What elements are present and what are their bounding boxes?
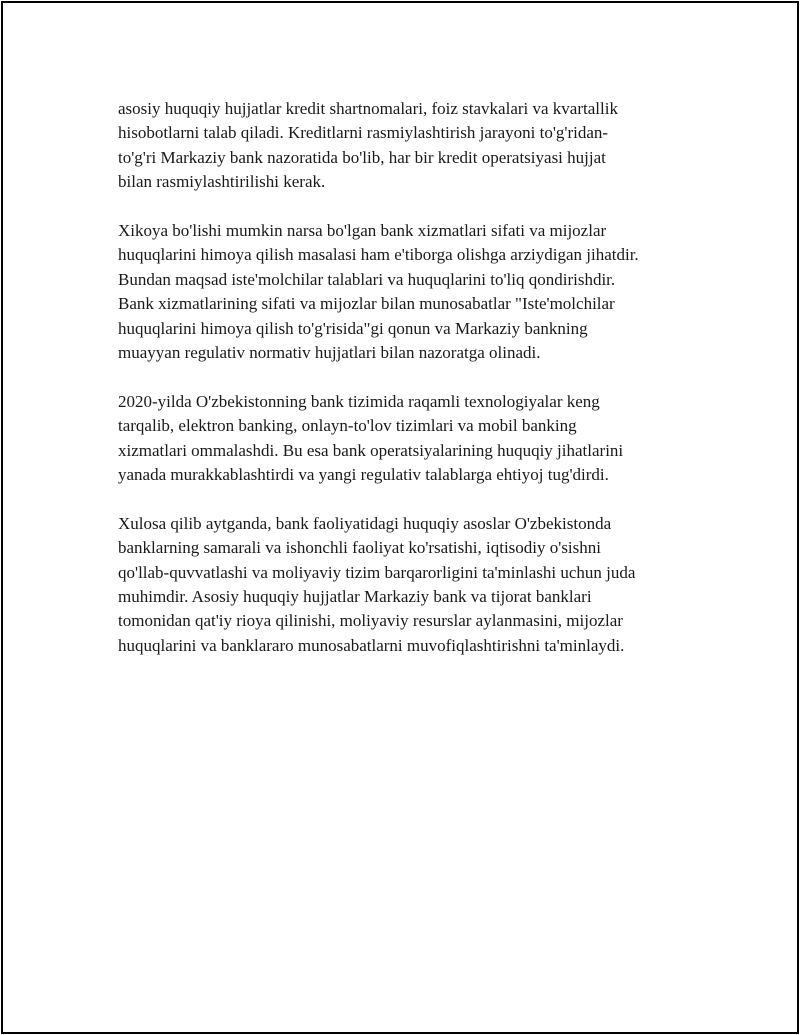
text-line: Xulosa qilib aytganda, bank faoliyatidagi huquqiy asoslar O'zbekistonda (118, 513, 612, 533)
text-line: banklarning samarali va ishonchli faoliyat ko'rsatishi, iqtisodiy o'sishni (118, 538, 601, 558)
text-line: qo'llab-quvvatlashi va moliyaviy tizim barqarorligini ta'minlashi uchun juda (118, 562, 636, 582)
text-line: to'g'ri Markaziy bank nazoratida bo'lib, har bir kredit operatsiyasi hujjat (118, 147, 606, 167)
text-line: tomonidan qat'iy rioya qilinishi, moliyaviy resurslar aylanmasini, mijozlar (118, 611, 623, 631)
text-line: bilan rasmiylashtirilishi kerak. (118, 172, 326, 192)
text-line: Bank xizmatlarining sifati va mijozlar bilan munosabatlar "Iste'molchilar (118, 294, 615, 314)
document-body (118, 97, 698, 683)
text-line: asosiy huquqiy hujjatlar kredit shartnomalari, foiz stavkalari va kvartallik (118, 99, 618, 118)
text-line: hisobotlarni talab qiladi. Kreditlarni rasmiylashtirish jarayoni to'g'ridan- (118, 123, 609, 143)
text-line: huquqlarini himoya qilish to'g'risida"gi qonun va Markaziy bankning (118, 318, 588, 338)
text-line: muhimdir. Asosiy huquqiy hujjatlar Markaziy bank va tijorat banklari (118, 587, 592, 607)
text-line: 2020-yilda O'zbekistonning bank tizimida raqamli texnologiyalar keng (118, 391, 600, 411)
text-line: yanada murakkablashtirdi va yangi regulativ talablarga ehtiyoj tug'dirdi. (118, 465, 609, 485)
paragraph-4 (118, 512, 698, 658)
paragraph-3 (118, 390, 698, 488)
text-line: huquqlarini va banklararo munosabatlarni muvofiqlashtirishni ta'minlaydi. (118, 635, 625, 655)
text-line: Bundan maqsad iste'molchilar talablari va huquqlarini to'liq qondirishdir. (118, 269, 616, 289)
text-line: xizmatlari ommalashdi. Bu esa bank operatsiyalarining huquqiy jihatlarini (118, 440, 624, 460)
document-page (1, 1, 799, 1034)
text-line: tarqalib, elektron banking, onlayn-to'lov tizimlari va mobil banking (118, 416, 577, 436)
paragraph-1 (118, 97, 698, 195)
paragraph-2 (118, 219, 698, 365)
text-line: Xikoya bo'lishi mumkin narsa bo'lgan bank xizmatlari sifati va mijozlar (118, 221, 607, 241)
text-line: huquqlarini himoya qilish masalasi ham e'tiborga olishga arziydigan jihatdir. (118, 245, 639, 265)
text-line: muayyan regulativ normativ hujjatlari bilan nazoratga olinadi. (118, 343, 541, 363)
